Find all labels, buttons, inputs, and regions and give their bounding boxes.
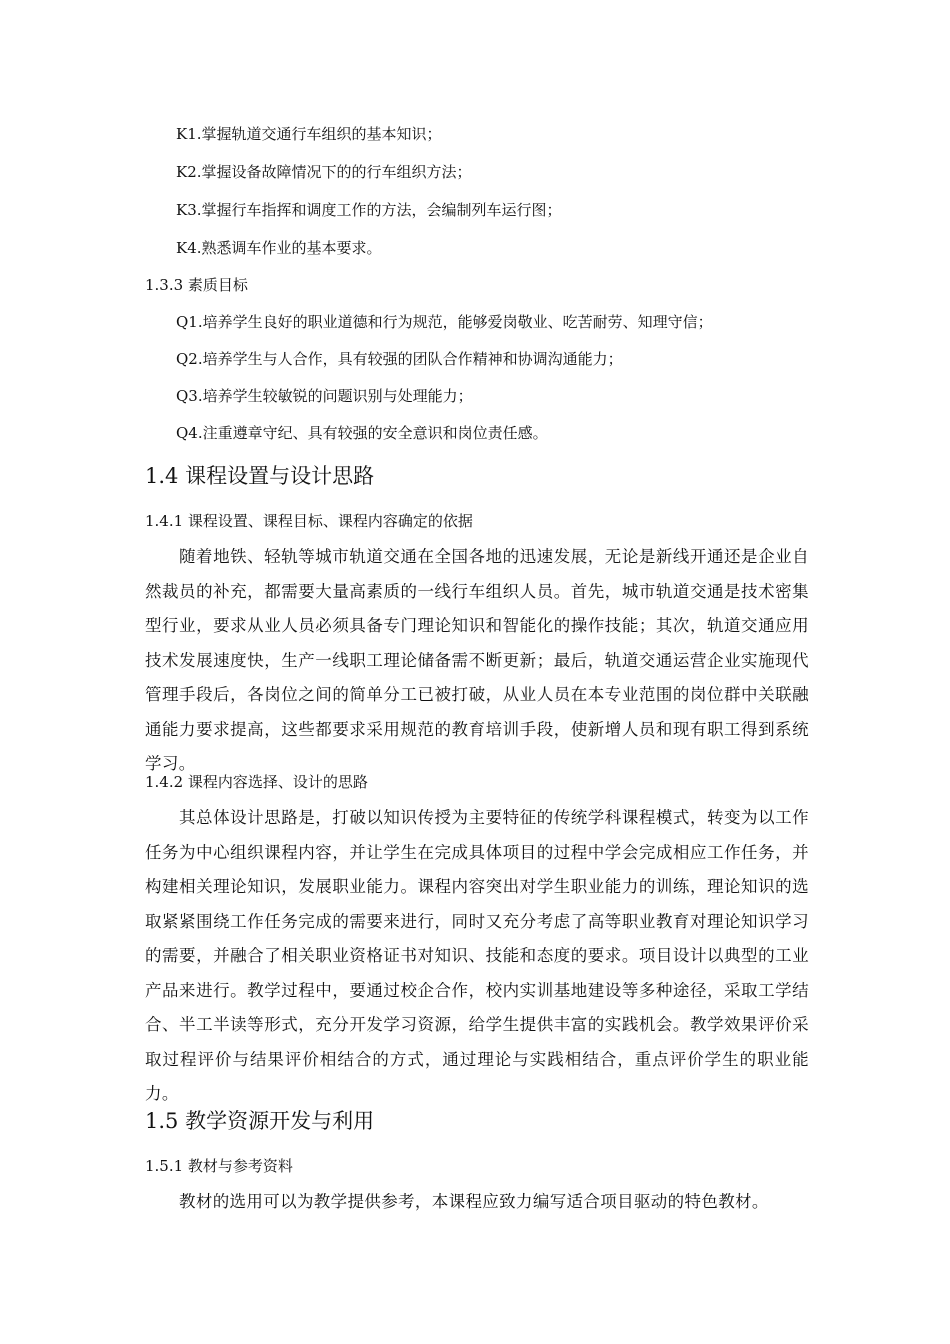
section-1-4-heading: 1.4 课程设置与设计思路 (145, 464, 375, 488)
knowledge-item-k4: K4.熟悉调车作业的基本要求。 (176, 239, 382, 257)
section-1-4-1-paragraph: 随着地铁、轻轨等城市轨道交通在全国各地的迅速发展，无论是新线开通还是企业自然裁员的补充，都需要大量高素质的一线行车组织人员。首先，城市轨道交通是技术密集型行业，要求从业人员必须具备专门理论知识和智能化的操作技能；其次，轨道交通应用技术发展速度快，生产一线职工理论储备需不断更新；最后，轨道交通运营企业实施现代管理手段后，各岗位之间的简单分工已被打破，从业人员在本专业范围的岗位群中关联融通能力要求提高，这些都要求采用规范的教育培训手段，使新增人员和现有职工得到系统学习。 (145, 547, 809, 773)
quality-item-q3: Q3.培养学生较敏锐的问题识别与处理能力； (176, 387, 473, 405)
section-1-5-1-paragraph: 教材的选用可以为教学提供参考，本课程应致力编写适合项目驱动的特色教材。 (179, 1192, 769, 1211)
quality-item-q1: Q1.培养学生良好的职业道德和行为规范，能够爱岗敬业、吃苦耐劳、知理守信； (176, 313, 713, 331)
knowledge-item-k1: K1.掌握轨道交通行车组织的基本知识； (176, 125, 442, 143)
section-1-5-heading: 1.5 教学资源开发与利用 (145, 1109, 375, 1133)
section-1-4-2-paragraph: 其总体设计思路是，打破以知识传授为主要特征的传统学科课程模式，转变为以工作任务为中心组织课程内容，并让学生在完成具体项目的过程中学会完成相应工作任务，并构建相关理论知识，发展职业能力。课程内容突出对学生职业能力的训练，理论知识的选取紧紧围绕工作任务完成的需要来进行，同时又充分考虑了高等职业教育对理论知识学习的需要，并融合了相关职业资格证书对知识、技能和态度的要求。项目设计以典型的工业产品来进行。教学过程中，要通过校企合作，校内实训基地建设等多种途径，采取工学结合、半工半读等形式，充分开发学习资源，给学生提供丰富的实践机会。教学效果评价采取过程评价与结果评价相结合的方式，通过理论与实践相结合，重点评价学生的职业能力。 (145, 808, 809, 1103)
knowledge-item-k2: K2.掌握设备故障情况下的的行车组织方法； (176, 163, 472, 181)
section-1-4-1-heading: 1.4.1 课程设置、课程目标、课程内容确定的依据 (145, 512, 473, 530)
section-1-4-2-heading: 1.4.2 课程内容选择、设计的思路 (145, 773, 368, 791)
quality-item-q4: Q4.注重遵章守纪、具有较强的安全意识和岗位责任感。 (176, 424, 548, 442)
knowledge-item-k3: K3.掌握行车指挥和调度工作的方法，会编制列车运行图； (176, 201, 562, 219)
section-1-5-1-heading: 1.5.1 教材与参考资料 (145, 1157, 293, 1175)
quality-item-q2: Q2.培养学生与人合作，具有较强的团队合作精神和协调沟通能力； (176, 350, 623, 368)
quality-goals-heading: 1.3.3 素质目标 (145, 276, 248, 294)
